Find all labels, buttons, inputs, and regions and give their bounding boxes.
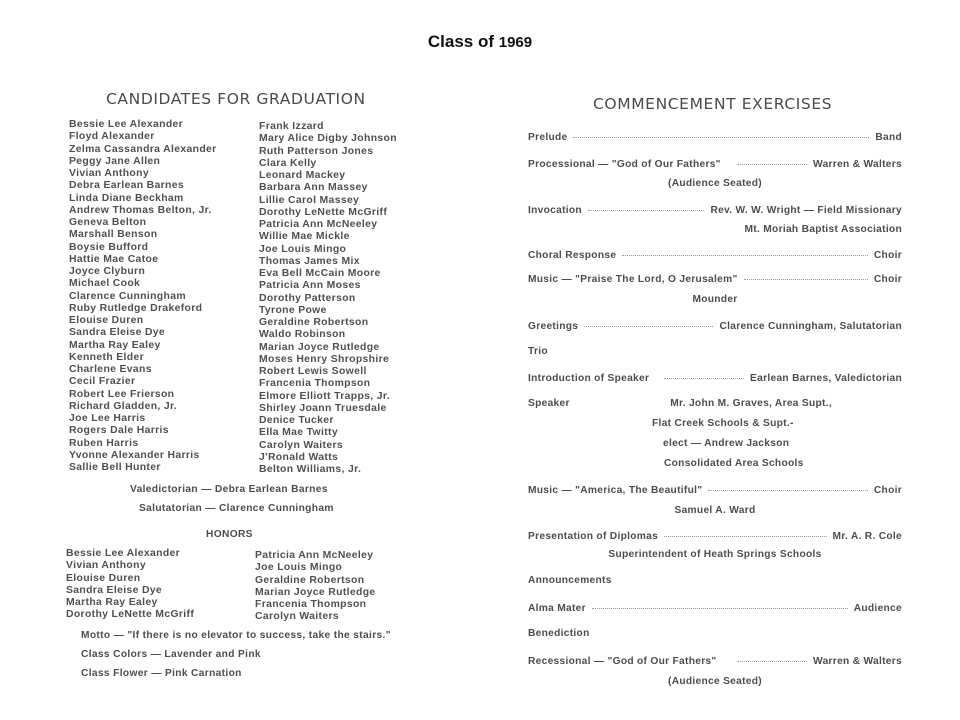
dot-leader	[664, 535, 826, 537]
name-entry: Elouise Duren	[66, 572, 141, 584]
salutatorian-line: Salutatorian — Clarence Cunningham	[139, 503, 334, 514]
program-item-value: Mr. John M. Graves, Area Supt.,	[670, 398, 832, 409]
name-entry: Waldo Robinson	[259, 329, 346, 341]
program-item-value: Band	[875, 132, 902, 143]
dot-leader	[592, 607, 848, 609]
dot-leader	[708, 489, 868, 491]
dot-leader	[737, 660, 807, 662]
name-entry: Cecil Frazier	[69, 376, 136, 388]
name-entry: Floyd Alexander	[69, 131, 155, 143]
program-item	[528, 132, 902, 143]
name-entry: Elouise Duren	[69, 315, 144, 326]
name-entry: Ruth Patterson Jones	[259, 145, 374, 157]
name-entry: Dorothy LeNette McGriff	[66, 609, 195, 621]
name-entry: Debra Earlean Barnes	[69, 180, 185, 192]
program-item	[528, 575, 902, 586]
name-entry: Ella Mae Twitty	[259, 427, 338, 439]
candidates-column-2	[259, 121, 397, 476]
dot-leader	[584, 325, 713, 327]
name-entry: Richard Gladden, Jr.	[69, 400, 178, 412]
name-entry: Geraldine Robertson	[255, 574, 365, 586]
program-item-label: Presentation of Diplomas	[528, 531, 659, 542]
program-item	[528, 373, 902, 384]
program-item-subtext: Mt. Moriah Baptist Association	[744, 224, 902, 235]
valedictorian-line: Valedictorian — Debra Earlean Barnes	[130, 484, 328, 495]
program-item-subtext: Consolidated Area Schools	[664, 458, 804, 469]
name-entry: Francenia Thompson	[255, 599, 367, 610]
name-entry: Vivian Anthony	[69, 168, 149, 179]
program-item-value: Audience	[853, 603, 902, 614]
name-entry: Eva Bell McCain Moore	[259, 268, 381, 279]
program-item-label: Announcements	[528, 575, 612, 586]
program-item-label: Benediction	[528, 628, 590, 639]
name-entry: Carolyn Waiters	[255, 611, 339, 623]
name-entry: Tyrone Powe	[259, 304, 327, 316]
honors-heading: HONORS	[206, 529, 253, 540]
name-entry: Rogers Dale Harris	[69, 425, 169, 437]
name-entry: Andrew Thomas Belton, Jr.	[69, 204, 212, 216]
program-item-label: Greetings	[528, 321, 579, 332]
program-item	[528, 398, 902, 409]
program-item-value: Mr. A. R. Cole	[832, 531, 902, 542]
program-item-label: Recessional — "God of Our Fathers"	[528, 656, 717, 667]
program-item-value: Choir	[873, 485, 902, 496]
program-item	[528, 531, 902, 542]
name-entry: Sandra Eleise Dye	[66, 584, 163, 596]
program-item-value: Warren & Walters	[813, 159, 902, 170]
name-entry: Ruby Rutledge Drakeford	[69, 302, 203, 314]
name-entry: Marshall Benson	[69, 229, 158, 241]
program-item-subtext: Flat Creek Schools & Supt.-	[652, 418, 794, 429]
program-item-label: Alma Mater	[528, 603, 586, 614]
program-item-value: Choir	[873, 250, 902, 261]
name-entry: Sandra Eleise Dye	[69, 327, 166, 339]
name-entry: Robert Lee Frierson	[69, 388, 175, 400]
name-entry: Leonard Mackey	[259, 170, 346, 181]
name-entry: Patricia Ann Moses	[259, 280, 361, 292]
name-entry: Vivian Anthony	[66, 560, 146, 572]
name-entry: Linda Diane Beckham	[69, 192, 184, 204]
program-item-label: Choral Response	[528, 250, 617, 261]
honors-column-1	[66, 548, 194, 622]
program-item-value: Rev. W. W. Wright — Field Missionary	[710, 205, 902, 216]
name-entry: Joe Louis Mingo	[259, 243, 347, 255]
name-entry: Mary Alice Digby Johnson	[259, 133, 397, 145]
program-item	[528, 603, 902, 614]
name-entry: Clarence Cunningham	[69, 290, 186, 302]
name-entry: Bessie Lee Alexander	[69, 119, 184, 130]
honors-column-2	[255, 550, 376, 624]
name-entry: Clara Kelly	[259, 157, 317, 169]
program-item	[528, 321, 902, 332]
name-entry: Elmore Elliott Trapps, Jr.	[259, 390, 390, 402]
dot-leader	[664, 377, 744, 379]
program-item-label: Invocation	[528, 205, 582, 216]
name-entry: Boysie Bufford	[69, 241, 149, 253]
name-entry: Hattie Mae Catoe	[69, 253, 159, 265]
program-item-value: Clarence Cunningham, Salutatorian	[719, 321, 902, 332]
name-entry: Carolyn Waiters	[259, 439, 343, 451]
name-entry: Yvonne Alexander Harris	[69, 449, 200, 461]
name-entry: Willie Mae Mickle	[259, 231, 350, 243]
name-entry: Bessie Lee Alexander	[66, 548, 181, 559]
program-item-subtext: (Audience Seated)	[668, 178, 762, 189]
name-entry: Francenia Thompson	[259, 378, 371, 390]
program-item-subtext: (Audience Seated)	[668, 676, 762, 687]
program-item	[528, 250, 902, 261]
program-item-value: Choir	[873, 274, 902, 285]
program-item-value: Warren & Walters	[813, 656, 902, 667]
name-entry: Dorothy LeNette McGriff	[259, 206, 388, 218]
name-entry: Lillie Carol Massey	[259, 194, 360, 206]
name-entry: Patricia Ann McNeeley	[255, 550, 374, 561]
title-year: 1969	[498, 34, 533, 51]
name-entry: Frank Izzard	[259, 121, 324, 132]
name-entry: Kenneth Elder	[69, 351, 144, 363]
candidates-heading: CANDIDATES FOR GRADUATION	[106, 90, 366, 108]
name-entry: Denice Tucker	[259, 415, 334, 426]
dot-leader	[622, 254, 868, 256]
class-colors: Class Colors — Lavender and Pink	[81, 649, 261, 660]
name-entry: Robert Lewis Sowell	[259, 366, 367, 377]
program-item-label: Trio	[528, 346, 548, 357]
name-entry: Sallie Bell Hunter	[69, 462, 161, 473]
program-item	[528, 274, 902, 285]
name-entry: Belton Williams, Jr.	[259, 464, 362, 475]
program-item	[528, 205, 902, 216]
class-motto: Motto — "If there is no elevator to success, take the stairs."	[81, 630, 391, 641]
title-prefix: Class of	[427, 32, 499, 51]
name-entry: Marian Joyce Rutledge	[259, 341, 380, 353]
name-entry: Shirley Joann Truesdale	[259, 402, 387, 414]
program-heading: COMMENCEMENT EXERCISES	[593, 95, 833, 113]
dot-leader	[744, 278, 868, 280]
name-entry: Charlene Evans	[69, 364, 152, 375]
name-entry: J'Ronald Watts	[259, 451, 339, 463]
name-entry: Martha Ray Ealey	[69, 339, 161, 351]
program-item-label: Introduction of Speaker	[528, 373, 650, 384]
name-entry: Ruben Harris	[69, 437, 139, 449]
dot-leader	[737, 163, 807, 165]
dot-leader	[588, 209, 704, 211]
program-item-subtext: Mounder	[692, 294, 738, 305]
program-item	[528, 346, 902, 357]
program-item-subtext: Superintendent of Heath Springs Schools	[608, 549, 822, 560]
name-entry: Zelma Cassandra Alexander	[69, 143, 217, 155]
name-entry: Peggy Jane Allen	[69, 155, 161, 167]
program-item-subtext: Samuel A. Ward	[674, 505, 756, 516]
candidates-column-1	[69, 119, 217, 474]
program-item-label: Music — "America, The Beautiful"	[528, 485, 703, 496]
right-page	[480, 0, 960, 720]
program-item-value: Earlean Barnes, Valedictorian	[750, 373, 902, 384]
program-item-subtext: elect — Andrew Jackson	[663, 438, 790, 449]
program-item-label: Processional — "God of Our Fathers"	[528, 159, 721, 170]
name-entry: Thomas James Mix	[259, 255, 360, 267]
program-item	[528, 656, 902, 667]
name-entry: Patricia Ann McNeeley	[259, 219, 378, 230]
name-entry: Moses Henry Shropshire	[259, 353, 390, 365]
name-entry: Dorothy Patterson	[259, 292, 356, 304]
name-entry: Joe Louis Mingo	[255, 562, 343, 574]
program-item-label: Music — "Praise The Lord, O Jerusalem"	[528, 274, 738, 285]
name-entry: Barbara Ann Massey	[259, 182, 368, 194]
program-item	[528, 485, 902, 496]
name-entry: Michael Cook	[69, 278, 141, 290]
class-flower: Class Flower — Pink Carnation	[81, 668, 242, 679]
program-item	[528, 159, 902, 170]
name-entry: Martha Ray Ealey	[66, 597, 158, 608]
name-entry: Joyce Clyburn	[69, 266, 146, 277]
dot-leader	[573, 136, 869, 138]
program-item	[528, 628, 902, 639]
name-entry: Geraldine Robertson	[259, 317, 369, 328]
program-item-label: Speaker	[528, 398, 570, 409]
name-entry: Geneva Belton	[69, 217, 147, 228]
name-entry: Marian Joyce Rutledge	[255, 586, 376, 598]
name-entry: Joe Lee Harris	[69, 413, 146, 424]
program-item-label: Prelude	[528, 132, 568, 143]
